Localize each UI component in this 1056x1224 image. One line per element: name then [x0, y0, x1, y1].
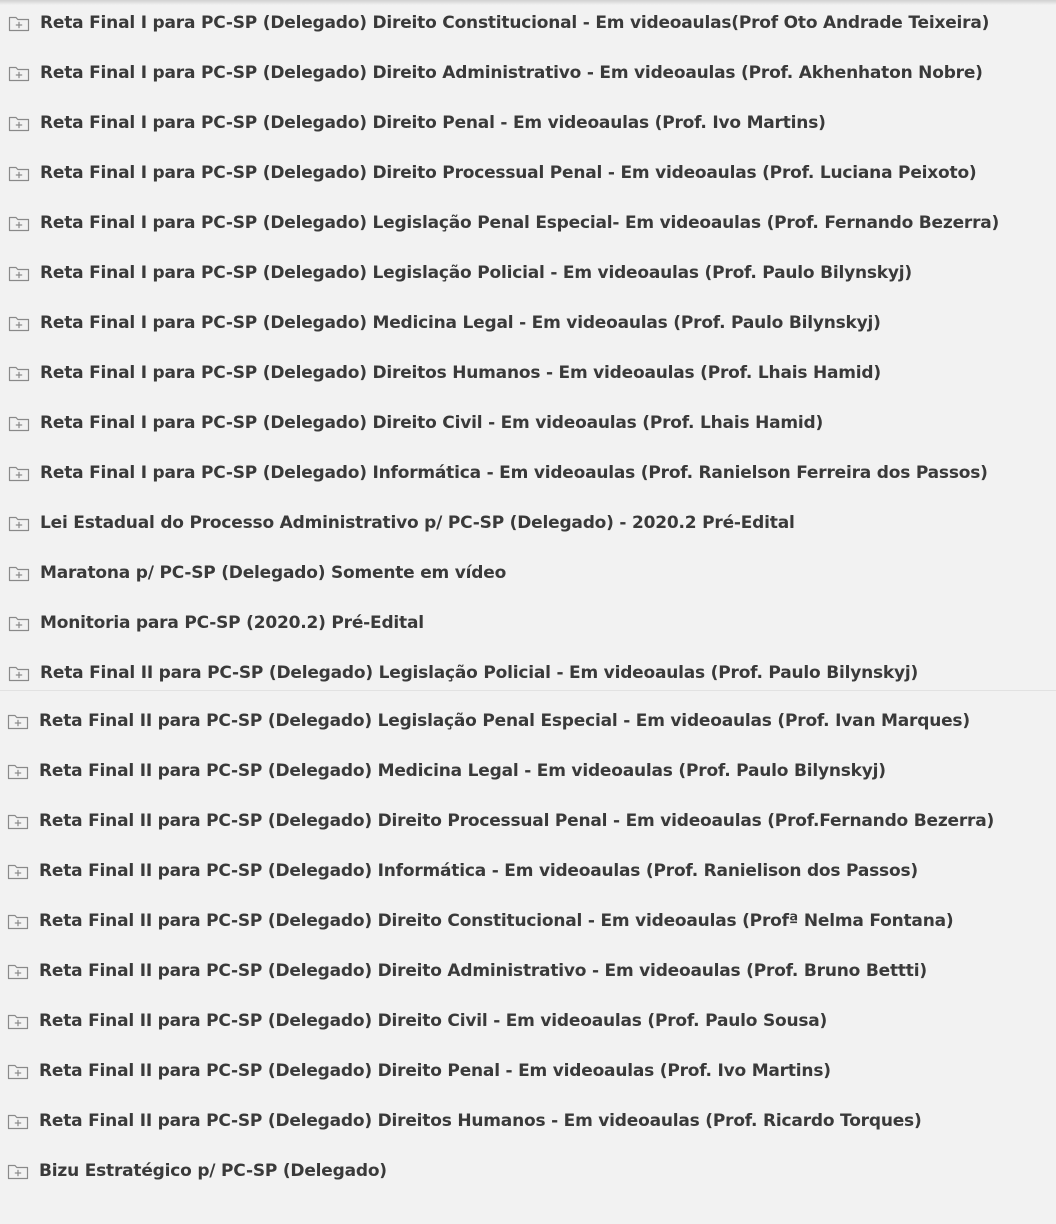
folder-label[interactable]: Reta Final II para PC-SP (Delegado) Legislação Policial - Em videoaulas (Prof. Paulo Bilynskyj) — [40, 663, 919, 683]
folder-plus-icon[interactable] — [8, 164, 30, 182]
folder-item[interactable] — [0, 1096, 1056, 1146]
folder-label[interactable]: Reta Final I para PC-SP (Delegado) Direito Constitucional - Em videoaulas(Prof Oto Andrade Teixeira) — [40, 13, 990, 33]
folder-plus-icon[interactable] — [7, 812, 29, 830]
folder-label[interactable]: Reta Final II para PC-SP (Delegado) Direito Processual Penal - Em videoaulas (Prof.Fernando Bezerra) — [39, 811, 995, 831]
folder-plus-icon[interactable] — [8, 114, 30, 132]
folder-item[interactable] — [0, 348, 1056, 398]
folder-plus-icon[interactable] — [7, 1112, 29, 1130]
folder-plus-icon[interactable] — [7, 1012, 29, 1030]
folder-plus-icon[interactable] — [8, 514, 30, 532]
folder-label[interactable]: Reta Final II para PC-SP (Delegado) Direito Civil - Em videoaulas (Prof. Paulo Sousa) — [39, 1011, 828, 1031]
folder-item[interactable] — [0, 148, 1056, 198]
folder-label[interactable]: Reta Final II para PC-SP (Delegado) Legislação Penal Especial - Em videoaulas (Prof. Ivan Marques) — [39, 711, 970, 731]
folder-item[interactable] — [0, 298, 1056, 348]
folder-label[interactable]: Reta Final I para PC-SP (Delegado) Direito Processual Penal - Em videoaulas (Prof. Luciana Peixoto) — [40, 163, 977, 183]
folder-plus-icon[interactable] — [8, 214, 30, 232]
folder-label[interactable]: Reta Final I para PC-SP (Delegado) Direitos Humanos - Em videoaulas (Prof. Lhais Hamid) — [40, 363, 881, 383]
folder-item[interactable] — [0, 1046, 1056, 1096]
folder-plus-icon[interactable] — [7, 1162, 29, 1180]
folder-label[interactable]: Reta Final I para PC-SP (Delegado) Informática - Em videoaulas (Prof. Ranielson Ferreira dos Passos) — [40, 463, 988, 483]
folder-item[interactable] — [0, 98, 1056, 148]
folder-label[interactable]: Maratona p/ PC-SP (Delegado) Somente em vídeo — [40, 563, 507, 583]
folder-plus-icon[interactable] — [8, 564, 30, 582]
folder-plus-icon[interactable] — [8, 414, 30, 432]
folder-plus-icon[interactable] — [7, 762, 29, 780]
folder-item[interactable] — [0, 846, 1056, 896]
folder-plus-icon[interactable] — [8, 264, 30, 282]
folder-item[interactable] — [0, 746, 1056, 796]
folder-plus-icon[interactable] — [8, 464, 30, 482]
folder-item[interactable] — [0, 896, 1056, 946]
folder-plus-icon[interactable] — [8, 614, 30, 632]
folder-item[interactable] — [0, 48, 1056, 98]
folder-plus-icon[interactable] — [7, 1062, 29, 1080]
folder-item[interactable] — [0, 1146, 1056, 1196]
folder-plus-icon[interactable] — [8, 314, 30, 332]
folder-plus-icon[interactable] — [7, 862, 29, 880]
folder-item[interactable] — [0, 548, 1056, 598]
folder-item[interactable] — [0, 198, 1056, 248]
folder-label[interactable]: Monitoria para PC-SP (2020.2) Pré-Edital — [40, 613, 424, 633]
folder-item[interactable] — [0, 946, 1056, 996]
folder-plus-icon[interactable] — [8, 664, 30, 682]
folder-plus-icon[interactable] — [7, 912, 29, 930]
folder-label[interactable]: Reta Final II para PC-SP (Delegado) Direito Administrativo - Em videoaulas (Prof. Bruno Bettti) — [39, 961, 927, 981]
folder-plus-icon[interactable] — [8, 364, 30, 382]
folder-plus-icon[interactable] — [8, 14, 30, 32]
folder-label[interactable]: Bizu Estratégico p/ PC-SP (Delegado) — [39, 1161, 387, 1181]
folder-item[interactable] — [0, 398, 1056, 448]
folder-label[interactable]: Lei Estadual do Processo Administrativo p/ PC-SP (Delegado) - 2020.2 Pré-Edital — [40, 513, 795, 533]
folder-item[interactable] — [0, 448, 1056, 498]
folder-plus-icon[interactable] — [7, 712, 29, 730]
folder-label[interactable]: Reta Final II para PC-SP (Delegado) Direito Constitucional - Em videoaulas (Profª Nelma Fontana) — [39, 911, 954, 931]
folder-label[interactable]: Reta Final I para PC-SP (Delegado) Direito Administrativo - Em videoaulas (Prof. Akhenhaton Nobre) — [40, 63, 983, 83]
folder-label[interactable]: Reta Final I para PC-SP (Delegado) Direito Civil - Em videoaulas (Prof. Lhais Hamid) — [40, 413, 824, 433]
folder-label[interactable]: Reta Final II para PC-SP (Delegado) Informática - Em videoaulas (Prof. Ranielison dos Passos) — [39, 861, 918, 881]
folder-label[interactable]: Reta Final I para PC-SP (Delegado) Direito Penal - Em videoaulas (Prof. Ivo Martins) — [40, 113, 826, 133]
folder-label[interactable]: Reta Final II para PC-SP (Delegado) Direito Penal - Em videoaulas (Prof. Ivo Martins) — [39, 1061, 831, 1081]
folder-item[interactable] — [0, 796, 1056, 846]
folder-label[interactable]: Reta Final I para PC-SP (Delegado) Medicina Legal - Em videoaulas (Prof. Paulo Bilynskyj) — [40, 313, 881, 333]
folder-label[interactable]: Reta Final II para PC-SP (Delegado) Medicina Legal - Em videoaulas (Prof. Paulo Bilynskyj) — [39, 761, 886, 781]
folder-label[interactable]: Reta Final II para PC-SP (Delegado) Direitos Humanos - Em videoaulas (Prof. Ricardo Torques) — [39, 1111, 922, 1131]
divider — [0, 690, 1056, 691]
folder-label[interactable]: Reta Final I para PC-SP (Delegado) Legislação Penal Especial- Em videoaulas (Prof. Fernando Bezerra) — [40, 213, 1000, 233]
folder-item[interactable] — [0, 498, 1056, 548]
folder-item[interactable] — [0, 696, 1056, 746]
folder-item[interactable] — [0, 598, 1056, 648]
folder-item[interactable] — [0, 248, 1056, 298]
folder-plus-icon[interactable] — [8, 64, 30, 82]
folder-item[interactable] — [0, 0, 1056, 48]
folder-item[interactable] — [0, 996, 1056, 1046]
folder-label[interactable]: Reta Final I para PC-SP (Delegado) Legislação Policial - Em videoaulas (Prof. Paulo Bilynskyj) — [40, 263, 912, 283]
folder-plus-icon[interactable] — [7, 962, 29, 980]
folder-group-2 — [0, 708, 1056, 1196]
